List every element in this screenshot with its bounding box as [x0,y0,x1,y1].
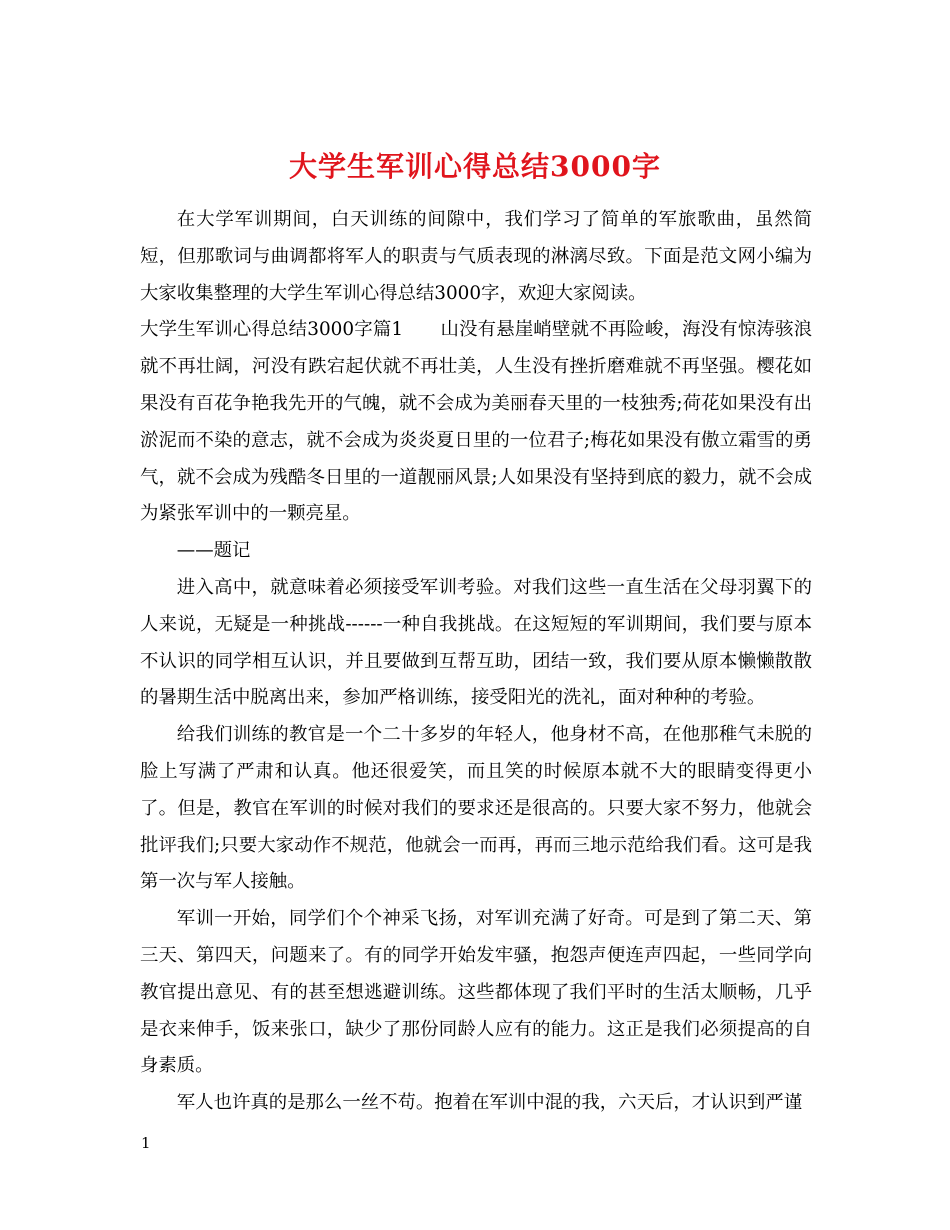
paragraph-intro: 在大学军训期间，白天训练的间隙中，我们学习了简单的军旅歌曲，虽然简短，但那歌词与曲调都将军人的职责与气质表现的淋漓尽致。下面是范文网小编为大家收集整理的大学生军训心得总结3000字，欢迎大家阅读。 [140,209,812,304]
document-body [140,202,812,1122]
page-number: 1 [141,1134,151,1152]
document-title: 大学生军训心得总结3000字 [289,149,661,183]
paragraph-section-1: 大学生军训心得总结3000字篇1 山没有悬崖峭壁就不再险峻，海没有惊涛骇浪就不再壮阔，河没有跌宕起伏就不再壮美，人生没有挫折磨难就不再坚强。樱花如果没有百花争艳我先开的气魄，就不会成为美丽春天里的一枝独秀;荷花如果没有出淤泥而不染的意志，就不会成为炎炎夏日里的一位君子;梅花如果没有傲立霜雪的勇气，就不会成为残酷冬日里的一道靓丽风景;人如果没有坚持到底的毅力，就不会成为紧张军训中的一颗亮星。 [140,319,812,525]
paragraph-epigraph: ——题记 [176,540,251,562]
paragraph-soldier: 军人也许真的是那么一丝不苟。抱着在军训中混的我，六天后，才认识到严谨 [176,1092,803,1114]
paragraph-entering-school: 进入高中，就意味着必须接受军训考验。对我们这些一直生活在父母羽翼下的人来说，无疑是一种挑战------一种自我挑战。在这短短的军训期间，我们要与原本不认识的同学相互认识，并且要做到互帮互助，团结一致，我们要从原本懒懒散散的暑期生活中脱离出来，参加严格训练，接受阳光的洗礼，面对种种的考验。 [140,576,812,709]
paragraph-instructor: 给我们训练的教官是一个二十多岁的年轻人，他身材不高，在他那稚气未脱的脸上写满了严肃和认真。他还很爱笑，而且笑的时候原本就不大的眼睛变得更小了。但是，教官在军训的时候对我们的要求还是很高的。只要大家不努力，他就会批评我们;只要大家动作不规范，他就会一而再，再而三地示范给我们看。这可是我第一次与军人接触。 [140,724,812,893]
paragraph-training-start: 军训一开始，同学们个个神采飞扬，对军训充满了好奇。可是到了第二天、第三天、第四天，问题来了。有的同学开始发牢骚，抱怨声便连声四起，一些同学向教官提出意见、有的甚至想逃避训练。这些都体现了我们平时的生活太顺畅，几乎是衣来伸手，饭来张口，缺少了那份同龄人应有的能力。这正是我们必须提高的自身素质。 [140,908,812,1077]
